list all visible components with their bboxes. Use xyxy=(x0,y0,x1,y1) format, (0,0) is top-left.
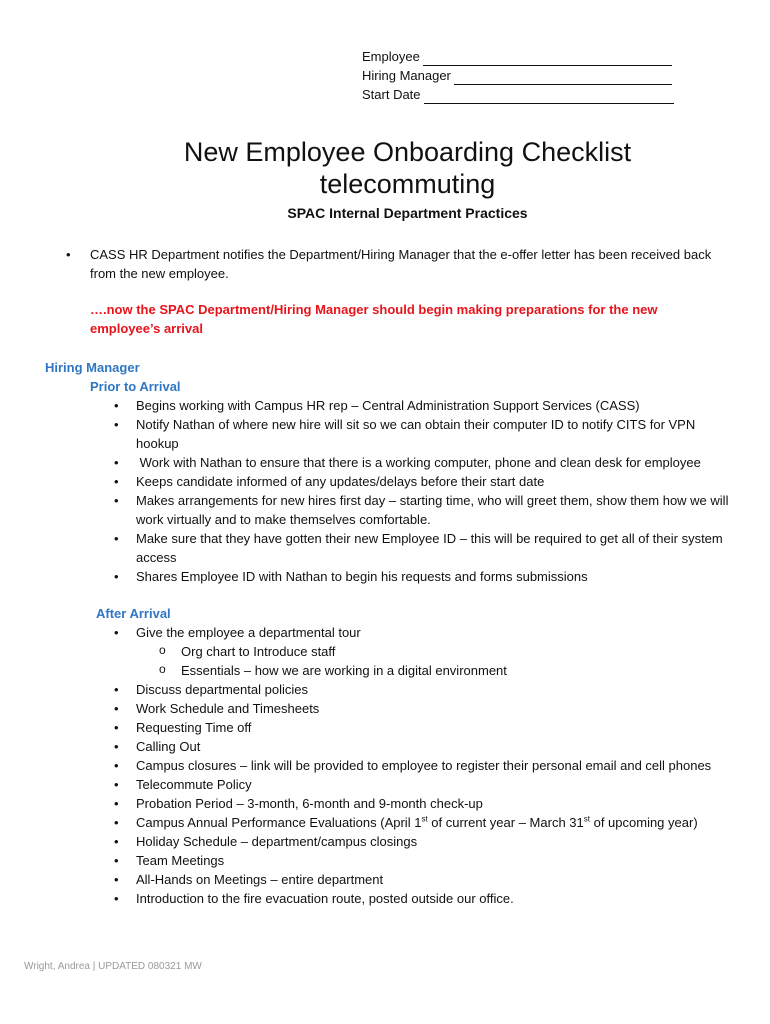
list-item xyxy=(114,415,736,453)
bullet-icon: • xyxy=(114,872,119,887)
sub-list-item-text: Essentials – how we are working in a digital environment xyxy=(181,663,507,678)
bullet-icon: • xyxy=(114,701,119,716)
hiring-manager-label: Hiring Manager xyxy=(362,68,451,83)
employee-label: Employee xyxy=(362,49,420,64)
circle-bullet-icon: o xyxy=(159,662,166,676)
start-date-blank-line[interactable] xyxy=(424,90,674,104)
bullet-icon: • xyxy=(114,474,119,489)
list-item xyxy=(114,529,736,567)
list-item xyxy=(114,851,736,870)
list-item xyxy=(114,737,736,756)
bullet-icon: • xyxy=(114,531,119,546)
list-item-text: Make sure that they have gotten their new Employee ID – this will be required to get all of their system access xyxy=(136,531,723,565)
hiring-manager-field xyxy=(362,66,674,85)
employee-field xyxy=(362,47,674,66)
list-item xyxy=(114,870,736,889)
evaluations-part-3: of upcoming year) xyxy=(589,815,698,830)
page-title xyxy=(0,136,770,200)
bullet-icon: • xyxy=(114,796,119,811)
bullet-icon: • xyxy=(66,247,71,262)
after-arrival-heading: After Arrival xyxy=(96,606,171,621)
list-item xyxy=(114,756,736,775)
list-item xyxy=(114,567,736,586)
list-item-text: Makes arrangements for new hires first day – starting time, who will greet them, show them how we will work virtually and to make themselves comfortable. xyxy=(136,493,729,527)
list-item-text: Requesting Time off xyxy=(136,720,252,735)
list-item xyxy=(114,889,736,908)
ordinal-suffix: st xyxy=(583,814,590,824)
bullet-icon: • xyxy=(114,493,119,508)
page-subtitle: SPAC Internal Department Practices xyxy=(287,205,528,221)
title-line-2: telecommuting xyxy=(319,169,496,199)
list-item-text: Notify Nathan of where new hire will sit so we can obtain their computer ID to notify CITS for VPN hookup xyxy=(136,417,696,451)
bullet-icon: • xyxy=(114,417,119,432)
list-item-text: Work Schedule and Timesheets xyxy=(136,701,320,716)
hiring-manager-blank-line[interactable] xyxy=(454,71,672,85)
list-item-text: All-Hands on Meetings – entire department xyxy=(136,872,384,887)
list-item xyxy=(114,472,736,491)
prior-to-arrival-list xyxy=(114,396,736,586)
list-item-text: Shares Employee ID with Nathan to begin his requests and forms submissions xyxy=(136,569,588,584)
bullet-icon: • xyxy=(114,739,119,754)
list-item-text: Probation Period – 3-month, 6-month and 9-month check-up xyxy=(136,796,483,811)
list-item-text: Introduction to the fire evacuation route, posted outside our office. xyxy=(136,891,514,906)
start-date-label: Start Date xyxy=(362,87,421,102)
page-footer: Wright, Andrea | UPDATED 080321 MW xyxy=(24,961,202,972)
list-item xyxy=(114,491,736,529)
list-item xyxy=(114,699,736,718)
bullet-icon: • xyxy=(114,625,119,640)
bullet-icon: • xyxy=(114,569,119,584)
list-item-text: Team Meetings xyxy=(136,853,225,868)
list-item xyxy=(114,453,736,472)
tour-sub-list xyxy=(159,642,736,680)
list-item xyxy=(114,832,736,851)
list-item xyxy=(114,718,736,737)
circle-bullet-icon: o xyxy=(159,643,166,657)
list-item-text: Campus closures – link will be provided to employee to register their personal email and cell phones xyxy=(136,758,712,773)
hiring-manager-heading: Hiring Manager xyxy=(45,360,140,375)
bullet-icon: • xyxy=(114,853,119,868)
intro-bullet xyxy=(66,245,730,283)
start-date-field xyxy=(362,85,674,104)
header-fields xyxy=(362,47,674,104)
notice-text: ….now the SPAC Department/Hiring Manager should begin making preparations for the new employee’s arrival xyxy=(90,302,658,336)
bullet-icon: • xyxy=(114,891,119,906)
list-item-text: Calling Out xyxy=(136,739,201,754)
list-item-text: Telecommute Policy xyxy=(136,777,252,792)
list-item-text: Holiday Schedule – department/campus closings xyxy=(136,834,418,849)
bullet-icon: • xyxy=(114,398,119,413)
bullet-icon: • xyxy=(114,682,119,697)
employee-blank-line[interactable] xyxy=(423,52,672,66)
list-item-text: Give the employee a departmental tour xyxy=(136,625,361,640)
ordinal-suffix: st xyxy=(421,814,428,824)
after-arrival-list xyxy=(114,623,736,908)
title-line-1: New Employee Onboarding Checklist xyxy=(183,137,632,167)
list-item xyxy=(114,396,736,415)
list-item xyxy=(114,775,736,794)
list-item xyxy=(114,623,736,680)
list-item-text: Discuss departmental policies xyxy=(136,682,308,697)
list-item-text: Keeps candidate informed of any updates/delays before their start date xyxy=(136,474,545,489)
bullet-icon: • xyxy=(114,720,119,735)
bullet-icon: • xyxy=(114,455,119,470)
list-item xyxy=(114,680,736,699)
bullet-icon: • xyxy=(114,815,119,830)
bullet-icon: • xyxy=(114,777,119,792)
sub-list-item-text: Org chart to Introduce staff xyxy=(181,644,336,659)
list-item xyxy=(114,794,736,813)
intro-text: CASS HR Department notifies the Department/Hiring Manager that the e-offer letter has been received back from the new employee. xyxy=(90,247,712,281)
evaluations-part-2: of current year – March 31 xyxy=(427,815,584,830)
bullet-icon: • xyxy=(114,758,119,773)
evaluations-text xyxy=(136,815,698,830)
bullet-icon: • xyxy=(114,834,119,849)
list-item xyxy=(114,813,736,832)
sub-list-item xyxy=(159,642,736,661)
evaluations-part-1: Campus Annual Performance Evaluations (April 1 xyxy=(136,815,422,830)
list-item-text: Work with Nathan to ensure that there is a working computer, phone and clean desk for employee xyxy=(136,455,701,470)
list-item-text: Begins working with Campus HR rep – Central Administration Support Services (CASS) xyxy=(136,398,640,413)
sub-list-item xyxy=(159,661,736,680)
prior-to-arrival-heading: Prior to Arrival xyxy=(90,379,181,394)
